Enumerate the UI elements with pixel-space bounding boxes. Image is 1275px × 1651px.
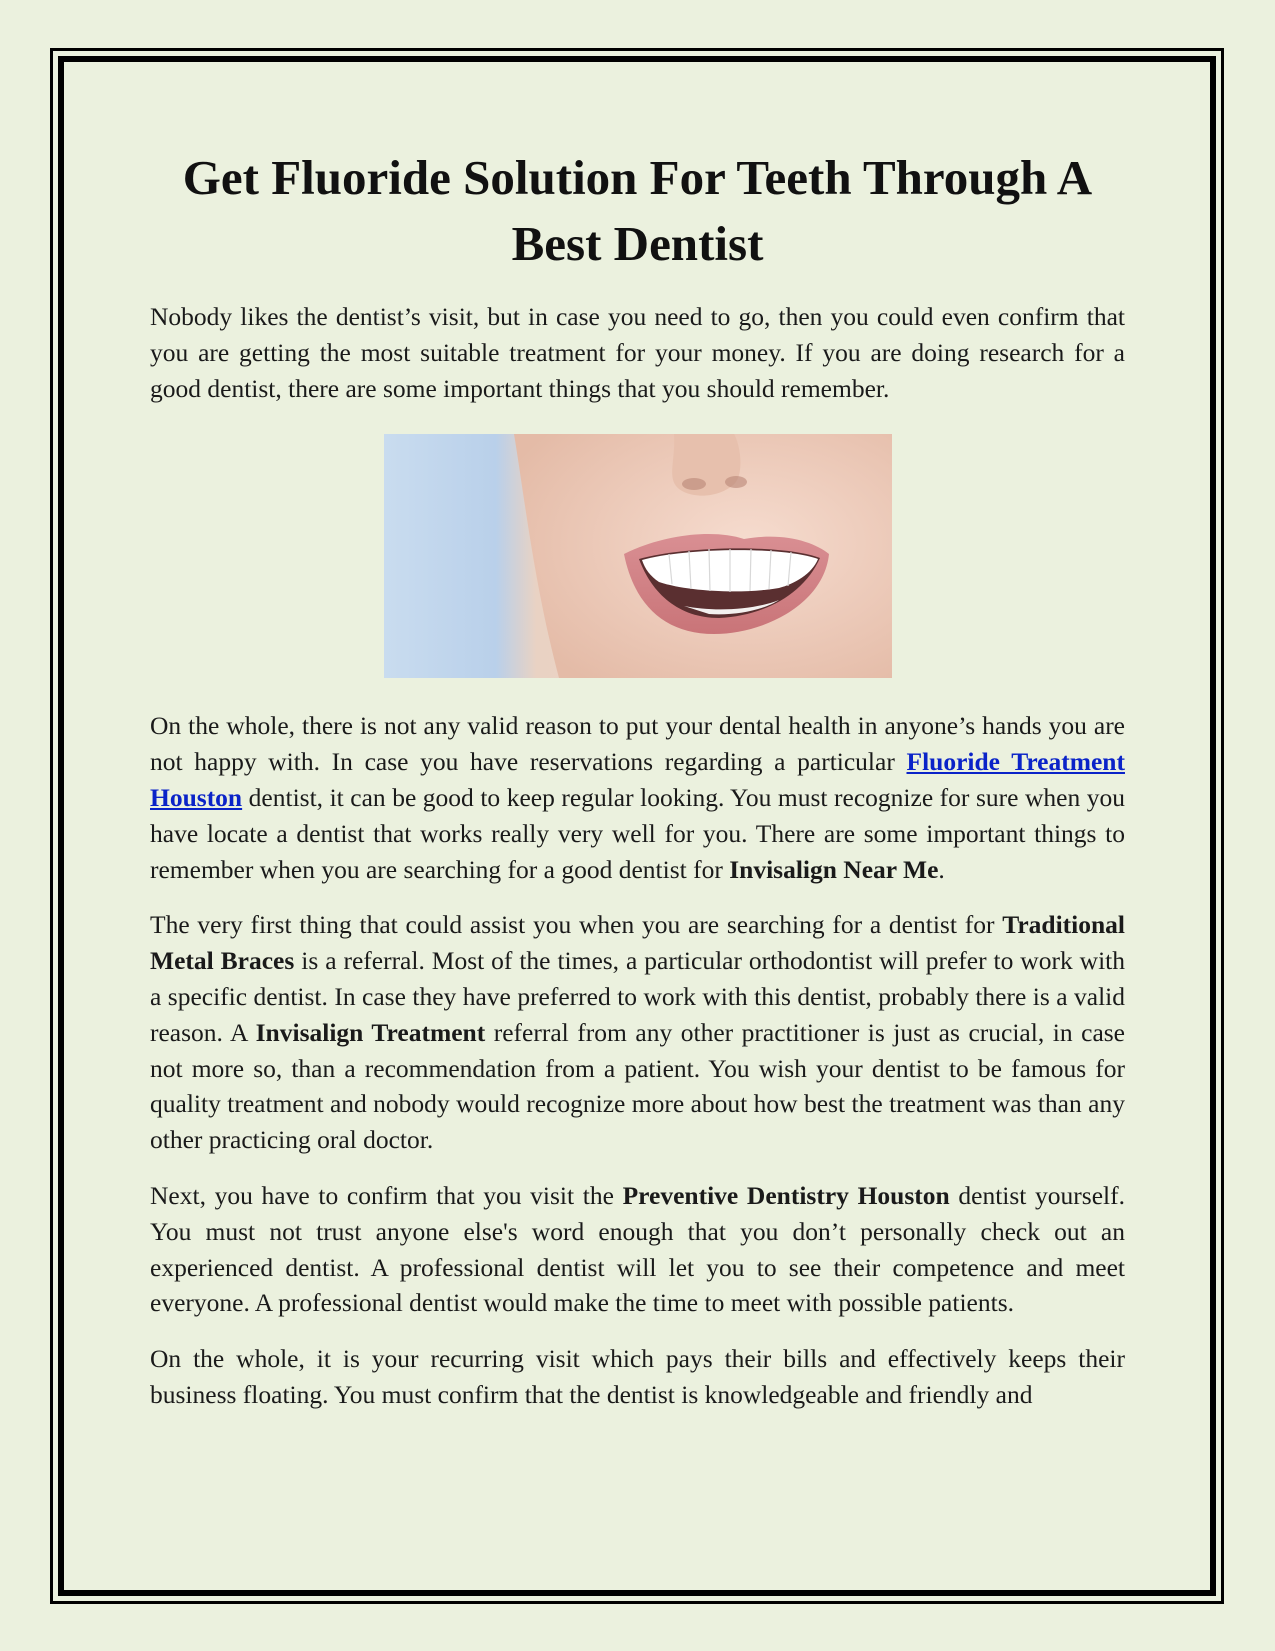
smile-photo [384, 434, 892, 678]
preventive-dentistry-houston-bold: Preventive Dentistry Houston [622, 1180, 950, 1210]
paragraph-2-text-c: . [938, 854, 945, 884]
paragraph-2-text-b: dentist, it can be good to keep regular looking. You must recognize for sure when you have locate a dentist that works really very well for you. There are some important things to remember when you are searching for a good dentist for [150, 782, 1125, 884]
fluoride-treatment-houston-link[interactable]: Fluoride Treatment Houston [150, 747, 1125, 812]
paragraph-3 [150, 907, 1125, 1158]
paragraph-3-text-b: is a referral. Most of the times, a particular orthodontist will prefer to work with a specific dentist. In case they have preferred to work with this dentist, probably there is a valid reason. A [150, 946, 1125, 1047]
invisalign-treatment-bold: Invisalign Treatment [255, 1017, 486, 1047]
traditional-metal-braces-bold: Traditional Metal Braces [150, 910, 1125, 976]
paragraph-3-text-a: The very first thing that could assist you when you are searching for a dentist for [150, 910, 1003, 940]
paragraph-2-text-a: On the whole, there is not any valid reason to put your dental health in anyone’s hands you are not happy with. In case you have reservations regarding a particular [150, 711, 1125, 777]
paragraph-4 [150, 1178, 1125, 1321]
document-body [150, 145, 1125, 1433]
document-title: Get Fluoride Solution For Teeth Through A Best Dentist [182, 150, 1093, 271]
paragraph-intro: Nobody likes the dentist’s visit, but in case you need to go, then you could even confirm that you are getting the most suitable treatment for your money. If you are doing research for a good dentist, there are some important things that you should remember. [150, 302, 1125, 403]
paragraph-4-text-a: Next, you have to confirm that you visit the [150, 1180, 623, 1210]
paragraph-2 [150, 708, 1125, 887]
invisalign-near-me-bold: Invisalign Near Me [729, 854, 939, 884]
paragraph-3-text-c: referral from any other practitioner is just as crucial, in case not more so, than a recommendation from a patient. You wish your dentist to be famous for quality treatment and nobody would recognize more about how best the treatment was than any other practicing oral doctor. [150, 1017, 1126, 1155]
paragraph-5: On the whole, it is your recurring visit which pays their bills and effectively keeps their business floating. You must confirm that the dentist is knowledgeable and friendly and [150, 1344, 1125, 1409]
paragraph-4-text-b: dentist yourself. You must not trust anyone else's word enough that you don’t personally check out an experienced dentist. A professional dentist will let you to see their competence and meet everyone. A professional dentist would make the time to meet with possible patients. [150, 1180, 1125, 1318]
